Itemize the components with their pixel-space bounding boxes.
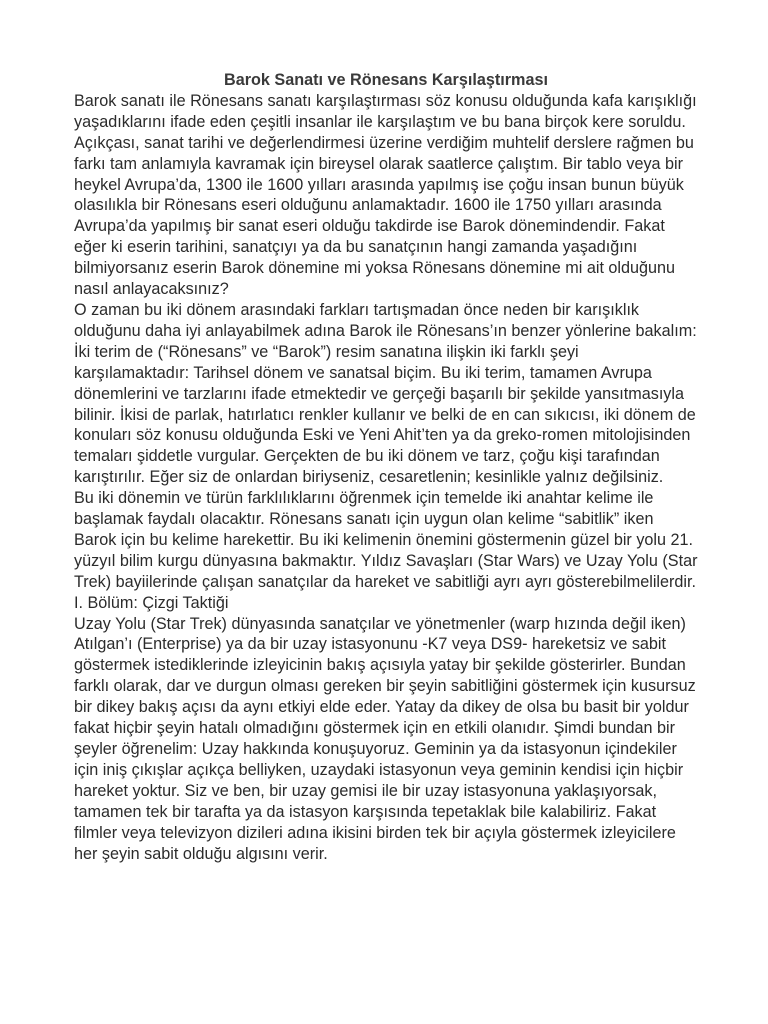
paragraph-similarities: O zaman bu iki dönem arasındaki farkları tartışmadan önce neden bir karışıklık olduğunu daha iyi anlayabilmek adına Barok ile Rönesans’ın benzer yönlerine bakalım: İki terim de (“Rönesans” ve “Barok”) resim sanatına ilişkin iki farklı şeyi karşılamaktadır: Tarihsel dönem ve sanatsal biçim. Bu iki terim, tamamen Avrupa dönemlerini ve tarzlarını ifade etmektedir ve gerçeği başarılı bir şekilde yansıtmasıyla bilinir. İkisi de parlak, hatırlatıcı renkler kullanır ve belki de en can sıkıcısı, iki dönem de konuları söz konusu olduğunda Eski ve Yeni Ahit’ten ya da greko-romen mitolojisinden temaları şiddetle vurgular. Gerçekten de bu iki dönem ve tarz, çoğu kişi tarafından karıştırılır. Eğer siz de onlardan biriyseniz, cesaretlenin; kesinlikle yalnız değilsiniz. [74,300,697,487]
document-page [74,70,698,864]
paragraph-keywords: Bu iki dönemin ve türün farklılıklarını öğrenmek için temelde iki anahtar kelime ile başlamak faydalı olacaktır. Rönesans sanatı için uygun olan kelime “sabitlik” iken Barok için bu kelime harekettir. Bu iki kelimenin önemini göstermenin güzel bir yolu 21. yüzyıl bilim kurgu dünyasına bakmaktır. Yıldız Savaşları (Star Wars) ve Uzay Yolu (Star Trek) bayiilerinde çalışan sanatçılar da hareket ve sabitliği ayrı ayrı gösterebilmelilerdir. [74,489,698,591]
document-title: Barok Sanatı ve Rönesans Karşılaştırması [224,71,548,89]
section-heading: I. Bölüm: Çizgi Taktiği [74,593,229,612]
paragraph-line-tactic: Uzay Yolu (Star Trek) dünyasında sanatçılar ve yönetmenler (warp hızında değil iken) Atılgan’ı (Enterprise) ya da bir uzay istasyonunu -K7 veya DS9- hareketsiz ve sabit göstermek istediklerinde izleyicinin bakış açısıyla yatay bir şekilde gösterirler. Bundan farklı olarak, dar ve durgun olması gereken bir şeyin sabitliğini göstermek için kusursuz bir dikey bakış açısı da aynı etkiyi elde eder. Yatay da dikey de olsa bu basit bir yoldur fakat hiçbir şeyin hatalı olmadığını göstermek için en etkili olanıdır. Şimdi bundan bir şeyler öğrenelim: Uzay hakkında konuşuyoruz. Geminin ya da istasyonun içindekiler için iniş çıkışlar açıkça belliyken, uzaydaki istasyonun veya geminin kendisi için hiçbir hareket yoktur. Siz ve ben, bir uzay gemisi ile bir uzay istasyonuna yaklaşıyorsak, tamamen tek bir tarafta ya da istasyon karşısında tepetaklak bile kalabiliriz. Fakat filmler veya televizyon dizileri adına ikisini birden tek bir açıyla göstermek izleyicilere her şeyin sabit olduğu algısını verir. [74,614,696,863]
paragraph-intro: Barok sanatı ile Rönesans sanatı karşılaştırması söz konusu olduğunda kafa karışıklığı yaşadıklarını ifade eden çeşitli insanlar ile karşılaştım ve bu bana birçok kere soruldu. Açıkçası, sanat tarihi ve değerlendirmesi üzerine verdiğim muhtelif derslere rağmen bu farkı tam anlamıyla kavramak için bireysel olarak saatlerce çalıştım. Bir tablo veya bir heykel Avrupa’da, 1300 ile 1600 yılları arasında yapılmış ise çoğu insan bunun büyük olasılıkla bir Rönesans eseri olduğunu anlamaktadır. 1600 ile 1750 yılları arasında Avrupa’da yapılmış bir sanat eseri olduğu takdirde ise Barok dönemindendir. Fakat eğer ki eserin tarihini, sanatçıyı ya da bu sanatçının hangi zamanda yaşadığını bilmiyorsanız eserin Barok dönemine mi yoksa Rönesans dönemine mi ait olduğunu nasıl anlayacaksınız? [74,91,697,299]
